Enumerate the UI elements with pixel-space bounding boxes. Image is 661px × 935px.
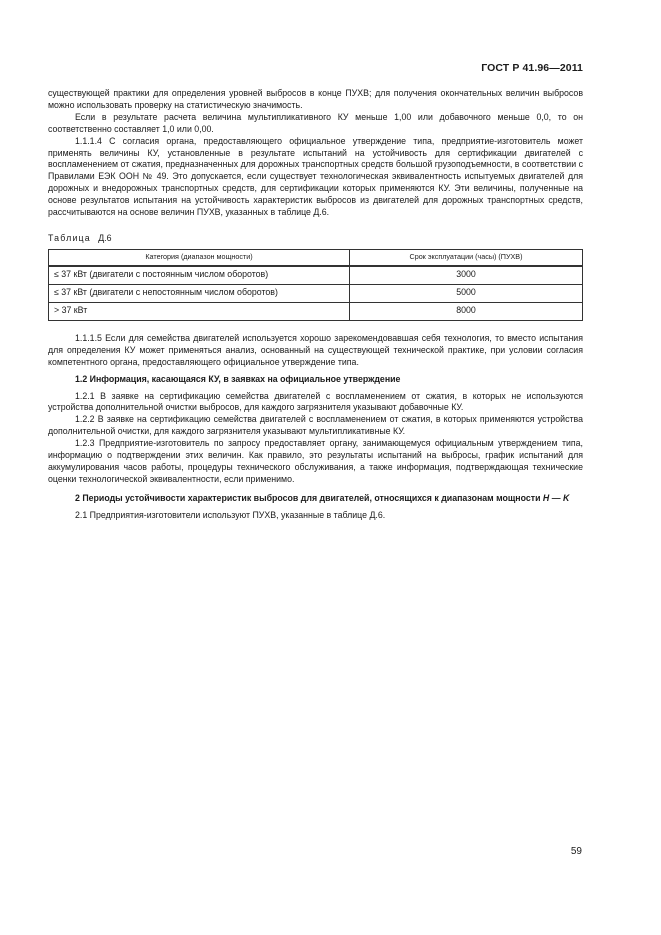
cell-hours: 3000 (350, 266, 583, 285)
section-heading-1-2: 1.2 Информация, касающаяся КУ, в заявках на официальное утверждение (75, 373, 401, 384)
header-service-life: Срок эксплуатации (часы) (ПУХВ) (350, 249, 583, 266)
section-heading-2 (48, 493, 583, 505)
section-heading-2-range: H — K (542, 492, 570, 503)
section-heading-2-text: 2 Периоды устойчивости характеристик выбросов для двигателей, относящихся к диапазонам мощности (75, 492, 543, 503)
page-number: 59 (570, 846, 582, 857)
table-header-row (49, 249, 583, 266)
standard-code: ГОСТ Р 41.96—2011 (481, 62, 583, 74)
cell-category: > 37 кВт (49, 302, 350, 320)
cell-category: ≤ 37 кВт (двигатели с непостоянным числом оборотов) (49, 284, 350, 302)
paragraph-1-2-2: 1.2.2 В заявке на сертификацию семейства двигателей с воспламенением от сжатия, в которых применяются устройства дополнительной очистки, для каждого загрязнителя указывают мультипликативные КУ. (48, 414, 583, 437)
body-text (48, 88, 583, 522)
paragraph-1-2-3: 1.2.3 Предприятие-изготовитель по запросу предоставляет органу, занимающемуся официальным утверждением типа, информацию о подтверждении этих величин. Как правило, это результаты испытаний на выбросы, график испытаний для аккумулирования часов работы, процедуры технического обслуживания, а также информация, подтверждающая технические оценки технологической эквивалентности, если применимо. (48, 438, 583, 484)
paragraph-ku-threshold: Если в результате расчета величина мультипликативного КУ меньше 1,00 или добавочного меньше 0,0, то он соответственно составляет 1,0 или 0,00. (48, 111, 583, 134)
paragraph-1-1-1-5: 1.1.1.5 Если для семейства двигателей используется хорошо зарекомендовавшая себя технология, то вместо испытания для определения КУ может применяться анализ, основанный на существующей технической практике, при условии согласия компетентного органа, предоставляющего официальное утверждение типа. (48, 332, 583, 367)
table-row (49, 266, 583, 285)
header-category: Категория (диапазон мощности) (49, 249, 350, 266)
paragraph-1-2-1: 1.2.1 В заявке на сертификацию семейства двигателей с воспламенением от сжатия, в которых не используются устройства дополнительной очистки выбросов, для каждого загрязнителя указывают добавочные КУ. (48, 390, 583, 413)
table-caption (48, 233, 583, 245)
table-d6 (48, 249, 583, 321)
cell-hours: 5000 (350, 284, 583, 302)
paragraph-1-1-1-4: 1.1.1.4 С согласия органа, предоставляющего официальное утверждение типа, предприятие-изготовитель может применять величины КУ, установленные в результате испытаний на устойчивость для сертификации двигателей с воспламенением от сжатия, предназначенных для дорожных транспортных средств большой грузоподъемности, в соответствии с Правилами ЕЭК ООН № 49. Это допускается, если существует технологическая эквивалентность испытуемых двигателей для дорожных и внедорожных транспортных средств, для сертификации которых применяются КУ. Эти величины, полученные на основе результатов испытания на устойчивость характеристик выбросов из двигателей для дорожных транспортных средств, рассчитываются на основе величин ПУХВ, указанных в таблице Д.6. (48, 135, 583, 218)
paragraph-2-1: 2.1 Предприятия-изготовители используют ПУХВ, указанные в таблице Д.6. (75, 509, 386, 520)
cell-category: ≤ 37 кВт (двигатели с постоянным числом оборотов) (49, 266, 350, 285)
table-row (49, 302, 583, 320)
cell-hours: 8000 (350, 302, 583, 320)
paragraph-continuation: существующей практики для определения уровней выбросов в конце ПУХВ; для получения окончательных величин выбросов можно использовать проверку на статистическую значимость. (48, 88, 583, 110)
table-caption-word: Таблица (48, 232, 91, 243)
table-row (49, 284, 583, 302)
table-caption-number: Д.6 (98, 232, 112, 243)
